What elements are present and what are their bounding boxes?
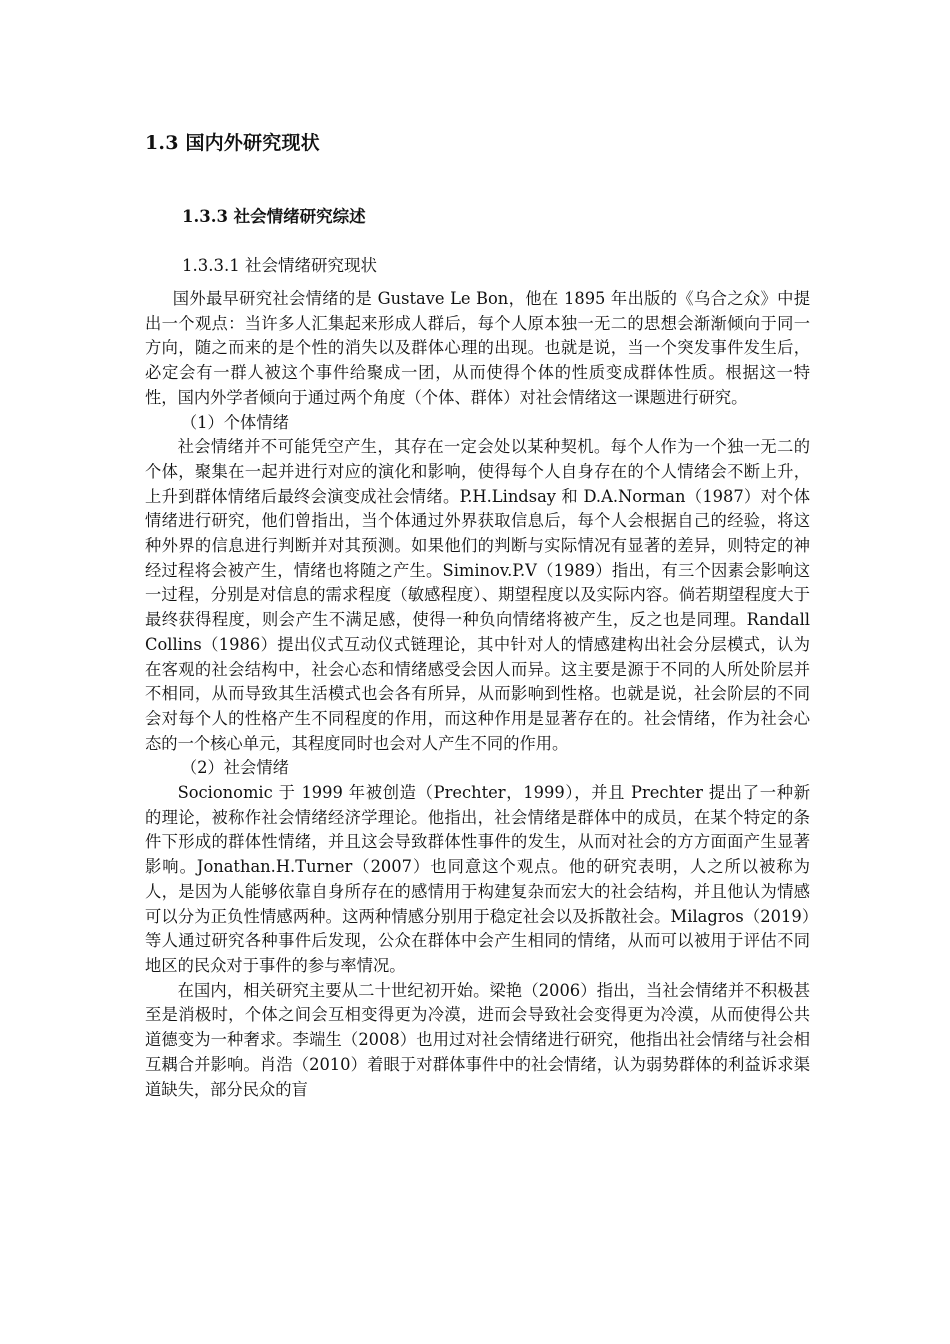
body-text bbox=[145, 287, 810, 1102]
paragraph-individual-emotion: 社会情绪并不可能凭空产生，其存在一定会处以某种契机。每个人作为一个独一无二的个体，聚集在一起并进行对应的演化和影响，使得每个人自身存在的个人情绪会不断上升，上升到群体情绪后最终会演变成社会情绪。P.H.Lindsay 和 D.A.Norman（1987）对个体情绪进行研究，他们曾指出，当个体通过外界获取信息后，每个人会根据自己的经验，将这种外界的信息进行判断并对其预测。如果他们的判断与实际情况有显著的差异，则特定的神经过程将会被产生，情绪也将随之产生。Siminov.P.V（1989）指出，有三个因素会影响这一过程，分别是对信息的需求程度（敏感程度）、期望程度以及实际内容。倘若期望程度大于最终获得程度，则会产生不满足感，使得一种负向情绪将被产生，反之也是同理。Randall Collins（1986）提出仪式互动仪式链理论，其中针对人的情感建构出社会分层模式，认为在客观的社会结构中，社会心态和情绪感受会因人而异。这主要是源于不同的人所处阶层并不相同，从而导致其生活模式也会各有所异，从而影响到性格。也就是说，社会阶层的不同会对每个人的性格产生不同程度的作用，而这种作用是显著存在的。社会情绪，作为社会心态的一个核心单元，其程度同时也会对人产生不同的作用。 bbox=[145, 437, 810, 753]
paragraph-social-emotion: Socionomic 于 1999 年被创造（Prechter，1999），并且 Prechter 提出了一种新的理论，被称作社会情绪经济学理论。他指出，社会情绪是群体中的成员，在某个特定的条件下形成的群体性情绪，并且这会导致群体性事件的发生，从而对社会的方方面面产生显著影响。Jonathan.H.Turner（2007）也同意这个观点。他的研究表明，人之所以被称为人，是因为人能够依靠自身所存在的感情用于构建复杂而宏大的社会结构，并且他认为情感可以分为正负性情感两种。这两种情感分别用于稳定社会以及拆散社会。Milagros（2019）等人通过研究各种事件后发现，公众在群体中会产生相同的情绪，从而可以被用于评估不同地区的民众对于事件的参与率情况。 bbox=[145, 783, 810, 975]
section-heading: 1.3 国内外研究现状 bbox=[145, 132, 320, 154]
paragraph-intro: 国外最早研究社会情绪的是 Gustave Le Bon，他在 1895 年出版的《乌合之众》中提出一个观点：当许多人汇集起来形成人群后，每个人原本独一无二的思想会渐渐倾向于同一方向，随之而来的是个性的消失以及群体心理的出现。也就是说，当一个突发事件发生后，必定会有一群人被这个事件给聚成一团，从而使得个体的性质变成群体性质。根据这一特性，国内外学者倾向于通过两个角度（个体、群体）对社会情绪这一课题进行研究。 bbox=[145, 289, 810, 407]
list-heading-individual-emotion: （1）个体情绪 bbox=[180, 412, 289, 432]
subsection-heading: 1.3.3 社会情绪研究综述 bbox=[182, 207, 366, 226]
subsubsection-heading: 1.3.3.1 社会情绪研究现状 bbox=[182, 256, 377, 275]
paragraph-domestic-research: 在国内，相关研究主要从二十世纪初开始。梁艳（2006）指出，当社会情绪并不积极甚至是消极时，个体之间会互相变得更为冷漠，进而会导致社会变得更为冷漠，从而使得公共道德变为一种奢求。李端生（2008）也用过对社会情绪进行研究，他指出社会情绪与社会相互耦合并影响。肖浩（2010）着眼于对群体事件中的社会情绪，认为弱势群体的利益诉求渠道缺失，部分民众的盲 bbox=[145, 980, 810, 1099]
list-heading-social-emotion: （2）社会情绪 bbox=[180, 758, 289, 778]
